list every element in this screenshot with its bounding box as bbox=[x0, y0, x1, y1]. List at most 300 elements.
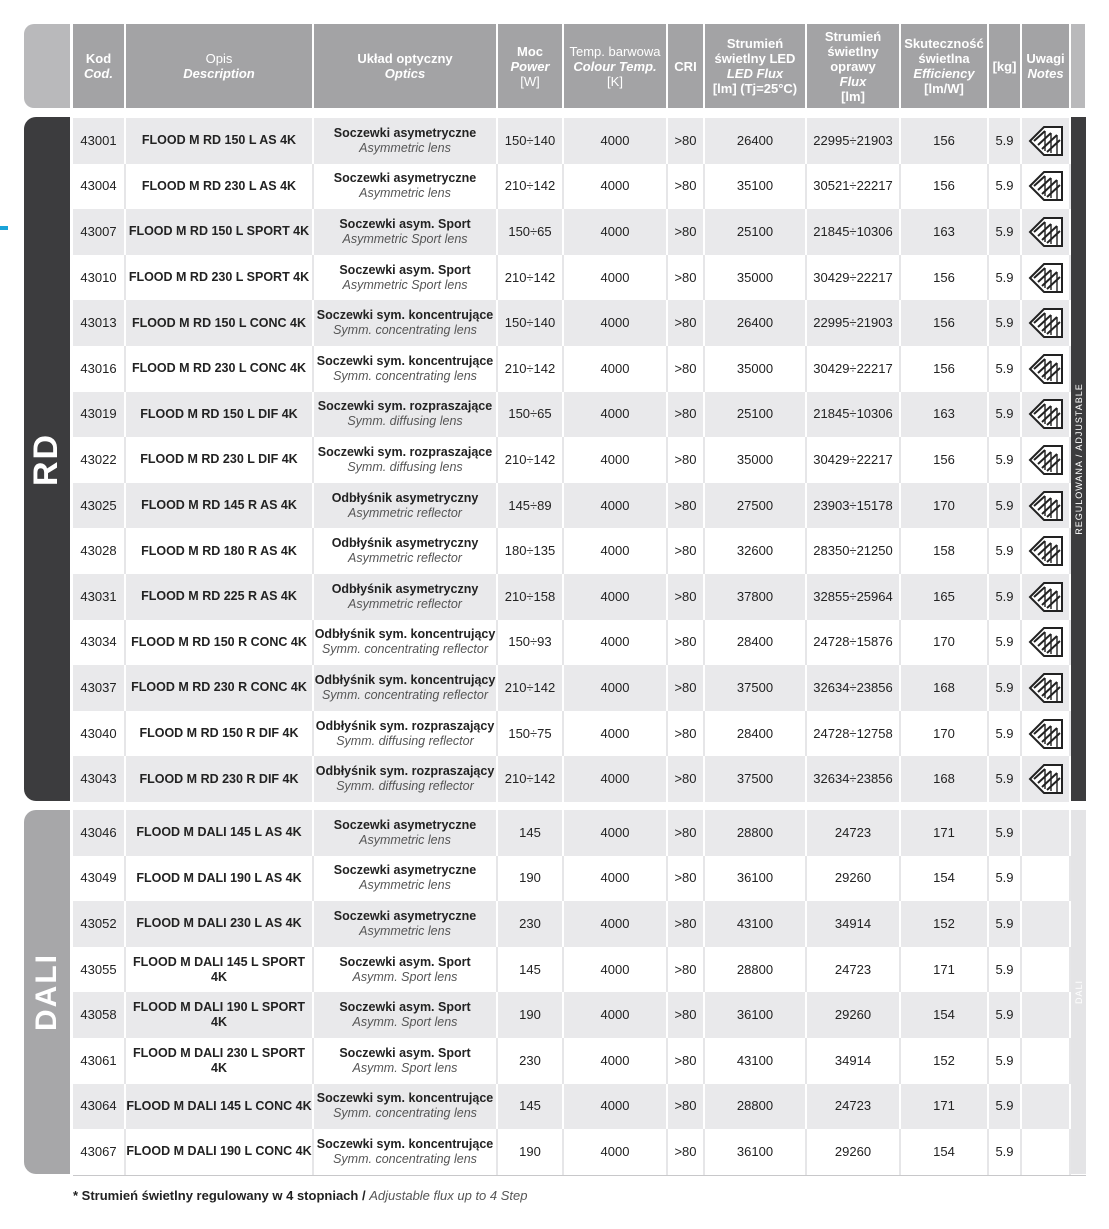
cell-code bbox=[73, 810, 126, 856]
cell-optics-text: Soczewki sym. koncentrujące bbox=[316, 1091, 494, 1106]
cell-description bbox=[126, 810, 314, 856]
cell-efficiency-text: 152 bbox=[933, 915, 955, 931]
header-optics: Układ optyczny Optics bbox=[314, 24, 498, 108]
cell-cri bbox=[668, 392, 705, 438]
cell-power-text: 210÷142 bbox=[504, 360, 556, 376]
cell-code-text: 43049 bbox=[80, 870, 117, 886]
table-row bbox=[73, 711, 1071, 757]
cell-power bbox=[498, 574, 564, 620]
table-row bbox=[73, 528, 1071, 574]
cell-efficiency-text: 171 bbox=[933, 824, 955, 840]
cell-cri bbox=[668, 665, 705, 711]
cell-power bbox=[498, 620, 564, 666]
cell-code-text: 43031 bbox=[80, 588, 117, 604]
cell-weight-text: 5.9 bbox=[995, 1143, 1014, 1159]
cell-notes bbox=[1022, 483, 1071, 529]
cell-efficiency bbox=[901, 711, 989, 757]
cell-power-text: 150÷140 bbox=[504, 132, 556, 148]
cell-code bbox=[73, 392, 126, 438]
cell-description-text: FLOOD M DALI 190 L SPORT 4K bbox=[132, 1000, 305, 1030]
cell-optics-text: Odbłyśnik sym. rozpraszający bbox=[315, 764, 495, 779]
cell-code-text: 43004 bbox=[80, 178, 117, 194]
cell-efficiency bbox=[901, 756, 989, 802]
cell-weight bbox=[989, 992, 1022, 1038]
cell-description bbox=[126, 620, 314, 666]
cell-led-flux bbox=[705, 437, 807, 483]
cell-description bbox=[126, 118, 314, 164]
cell-optics-text: Soczewki asymetryczne bbox=[333, 908, 477, 923]
dim-icon bbox=[1028, 534, 1064, 568]
cell-fixture-flux-text: 21845÷10306 bbox=[813, 406, 893, 422]
cell-power-text: 230 bbox=[519, 915, 541, 931]
cell-optics-text: Soczewki asymetryczne bbox=[333, 125, 477, 140]
cell-fixture-flux-text: 28350÷21250 bbox=[813, 543, 893, 559]
cell-colour-temp-text: 4000 bbox=[600, 1052, 630, 1068]
cell-weight-text: 5.9 bbox=[995, 1007, 1014, 1023]
cell-notes bbox=[1022, 528, 1071, 574]
table-row bbox=[73, 1084, 1071, 1130]
cell-led-flux-text: 28800 bbox=[736, 1098, 774, 1114]
cell-code-text: 43037 bbox=[80, 679, 117, 695]
cell-efficiency-text: 156 bbox=[933, 132, 955, 148]
cell-optics-text: Asymm. Sport lens bbox=[352, 1060, 458, 1075]
cell-cri-text: >80 bbox=[674, 725, 697, 741]
cell-optics-text: Soczewki sym. koncentrujące bbox=[316, 1136, 494, 1151]
cell-efficiency-text: 154 bbox=[933, 1143, 955, 1159]
cell-optics-text: Asymmetric reflector bbox=[348, 596, 462, 611]
cell-weight-text: 5.9 bbox=[995, 634, 1014, 650]
cell-code-text: 43016 bbox=[80, 360, 117, 376]
cell-optics bbox=[314, 209, 498, 255]
cell-fixture-flux-text: 30429÷22217 bbox=[813, 360, 893, 376]
cell-optics-text: Odbłyśnik asymetryczny bbox=[331, 490, 479, 505]
cell-optics bbox=[314, 1129, 498, 1175]
cell-optics bbox=[314, 810, 498, 856]
cell-colour-temp bbox=[564, 856, 668, 902]
cell-colour-temp bbox=[564, 574, 668, 620]
cell-cri-text: >80 bbox=[674, 588, 697, 604]
cell-fixture-flux bbox=[807, 483, 901, 529]
cell-led-flux bbox=[705, 1084, 807, 1130]
cell-description-text: FLOOD M RD 150 L DIF 4K bbox=[140, 406, 298, 421]
cell-description-text: FLOOD M RD 150 L AS 4K bbox=[141, 133, 297, 148]
cell-notes bbox=[1022, 992, 1071, 1038]
cell-code bbox=[73, 947, 126, 993]
cell-weight bbox=[989, 665, 1022, 711]
cell-efficiency-text: 171 bbox=[933, 961, 955, 977]
cell-power bbox=[498, 1084, 564, 1130]
cell-colour-temp-text: 4000 bbox=[600, 360, 630, 376]
cell-fixture-flux-text: 24728÷15876 bbox=[813, 634, 893, 650]
cell-weight bbox=[989, 1129, 1022, 1175]
cell-power bbox=[498, 346, 564, 392]
cell-description bbox=[126, 346, 314, 392]
cell-notes bbox=[1022, 209, 1071, 255]
cell-weight bbox=[989, 711, 1022, 757]
cell-power-text: 150÷65 bbox=[508, 223, 552, 239]
cell-power-text: 150÷140 bbox=[504, 315, 556, 331]
cell-cri bbox=[668, 711, 705, 757]
cell-fixture-flux bbox=[807, 528, 901, 574]
cell-fixture-flux bbox=[807, 255, 901, 301]
dim-icon bbox=[1028, 489, 1064, 523]
cell-optics-text: Symm. diffusing reflector bbox=[336, 779, 474, 794]
cell-optics-text: Symm. concentrating reflector bbox=[321, 687, 489, 702]
cell-led-flux bbox=[705, 483, 807, 529]
cell-efficiency-text: 158 bbox=[933, 543, 955, 559]
cell-description-text: FLOOD M RD 225 R AS 4K bbox=[141, 589, 297, 604]
cell-optics-text: Soczewki asym. Sport bbox=[339, 216, 471, 231]
cell-code-text: 43040 bbox=[80, 725, 117, 741]
cell-cri bbox=[668, 437, 705, 483]
cell-optics bbox=[314, 528, 498, 574]
cell-power bbox=[498, 756, 564, 802]
cell-code bbox=[73, 209, 126, 255]
cell-description bbox=[126, 665, 314, 711]
cell-led-flux bbox=[705, 711, 807, 757]
cell-power-text: 145 bbox=[519, 961, 541, 977]
cell-efficiency-text: 156 bbox=[933, 178, 955, 194]
cell-weight bbox=[989, 1038, 1022, 1084]
cell-optics-text: Symm. concentrating lens bbox=[333, 1106, 477, 1121]
cell-description bbox=[126, 1038, 314, 1084]
cell-optics bbox=[314, 574, 498, 620]
group-label-rd: RD bbox=[24, 117, 70, 801]
cell-efficiency-text: 152 bbox=[933, 1052, 955, 1068]
cell-fixture-flux bbox=[807, 118, 901, 164]
cell-weight bbox=[989, 574, 1022, 620]
cell-colour-temp bbox=[564, 209, 668, 255]
table-row bbox=[73, 209, 1071, 255]
cell-fixture-flux bbox=[807, 437, 901, 483]
cell-optics-text: Asymm. Sport lens bbox=[352, 969, 458, 984]
cell-code bbox=[73, 992, 126, 1038]
cell-fixture-flux bbox=[807, 209, 901, 255]
cell-optics-text: Symm. concentrating lens bbox=[333, 368, 477, 383]
cell-power bbox=[498, 528, 564, 574]
cell-weight-text: 5.9 bbox=[995, 588, 1014, 604]
cell-led-flux-text: 35100 bbox=[736, 178, 774, 194]
cell-description bbox=[126, 992, 314, 1038]
cell-efficiency bbox=[901, 901, 989, 947]
cell-weight-text: 5.9 bbox=[995, 223, 1014, 239]
table-row bbox=[73, 300, 1071, 346]
cell-weight-text: 5.9 bbox=[995, 961, 1014, 977]
cell-optics-text: Soczewki asymetryczne bbox=[333, 817, 477, 832]
cell-code bbox=[73, 437, 126, 483]
dali-table-body bbox=[73, 810, 1071, 1175]
cell-cri bbox=[668, 1129, 705, 1175]
cell-fixture-flux-text: 23903÷15178 bbox=[813, 497, 893, 513]
cell-colour-temp-text: 4000 bbox=[600, 634, 630, 650]
cell-colour-temp bbox=[564, 992, 668, 1038]
cell-weight-text: 5.9 bbox=[995, 178, 1014, 194]
cell-code bbox=[73, 118, 126, 164]
cell-cri-text: >80 bbox=[674, 961, 697, 977]
cell-fixture-flux-text: 21845÷10306 bbox=[813, 223, 893, 239]
cell-code bbox=[73, 1084, 126, 1130]
cell-led-flux-text: 28400 bbox=[736, 634, 774, 650]
cell-fixture-flux-text: 34914 bbox=[834, 915, 872, 931]
cell-description bbox=[126, 483, 314, 529]
cell-description bbox=[126, 1084, 314, 1130]
cell-description-text: FLOOD M RD 230 L AS 4K bbox=[141, 178, 297, 193]
cell-cri bbox=[668, 118, 705, 164]
cell-led-flux bbox=[705, 164, 807, 210]
cell-code bbox=[73, 620, 126, 666]
cell-notes bbox=[1022, 901, 1071, 947]
cell-efficiency-text: 168 bbox=[933, 679, 955, 695]
cell-power-text: 210÷142 bbox=[504, 679, 556, 695]
cell-fixture-flux bbox=[807, 756, 901, 802]
cell-optics-text: Asymmetric reflector bbox=[348, 505, 462, 520]
cell-notes bbox=[1022, 1084, 1071, 1130]
cell-weight bbox=[989, 164, 1022, 210]
cell-efficiency-text: 165 bbox=[933, 588, 955, 604]
cell-fixture-flux-text: 29260 bbox=[834, 1143, 872, 1159]
cell-optics bbox=[314, 483, 498, 529]
cell-optics bbox=[314, 992, 498, 1038]
cell-weight bbox=[989, 118, 1022, 164]
cell-weight bbox=[989, 756, 1022, 802]
cell-led-flux-text: 36100 bbox=[736, 870, 774, 886]
cell-efficiency bbox=[901, 392, 989, 438]
cell-power bbox=[498, 665, 564, 711]
cell-power bbox=[498, 810, 564, 856]
cell-code bbox=[73, 1129, 126, 1175]
cell-efficiency-text: 163 bbox=[933, 223, 955, 239]
cell-description bbox=[126, 528, 314, 574]
cell-power-text: 150÷75 bbox=[508, 725, 552, 741]
cell-optics bbox=[314, 346, 498, 392]
cell-colour-temp-text: 4000 bbox=[600, 870, 630, 886]
cell-efficiency-text: 156 bbox=[933, 315, 955, 331]
table-row bbox=[73, 856, 1071, 902]
cell-efficiency-text: 154 bbox=[933, 870, 955, 886]
cell-optics bbox=[314, 1038, 498, 1084]
cell-fixture-flux-text: 32634÷23856 bbox=[813, 771, 893, 787]
cell-colour-temp bbox=[564, 437, 668, 483]
cell-power bbox=[498, 118, 564, 164]
cell-fixture-flux-text: 22995÷21903 bbox=[813, 315, 893, 331]
cell-efficiency-text: 171 bbox=[933, 1098, 955, 1114]
cell-efficiency-text: 154 bbox=[933, 1007, 955, 1023]
cell-led-flux bbox=[705, 620, 807, 666]
cell-colour-temp bbox=[564, 483, 668, 529]
cell-efficiency bbox=[901, 483, 989, 529]
cell-fixture-flux-text: 34914 bbox=[834, 1052, 872, 1068]
cell-led-flux bbox=[705, 392, 807, 438]
cell-led-flux-text: 25100 bbox=[736, 406, 774, 422]
cell-weight-text: 5.9 bbox=[995, 315, 1014, 331]
cell-description-text: FLOOD M RD 180 R AS 4K bbox=[141, 543, 297, 558]
cell-code bbox=[73, 528, 126, 574]
cell-code-text: 43064 bbox=[80, 1098, 117, 1114]
cell-efficiency bbox=[901, 164, 989, 210]
cell-optics-text: Asymmetric Sport lens bbox=[342, 231, 468, 246]
cell-weight-text: 5.9 bbox=[995, 132, 1014, 148]
cell-colour-temp-text: 4000 bbox=[600, 269, 630, 285]
cell-led-flux-text: 37500 bbox=[736, 771, 774, 787]
cell-description-text: FLOOD M DALI 190 L AS 4K bbox=[136, 870, 302, 885]
header-fixture-flux: Strumień świetlny oprawy Flux [lm] bbox=[807, 24, 901, 108]
table-bottom-rule bbox=[73, 1175, 1086, 1176]
cell-fixture-flux bbox=[807, 300, 901, 346]
cell-optics-text: Symm. diffusing lens bbox=[347, 459, 463, 474]
cell-optics-text: Symm. concentrating reflector bbox=[321, 642, 489, 657]
cell-led-flux bbox=[705, 856, 807, 902]
cell-notes bbox=[1022, 711, 1071, 757]
cell-cri-text: >80 bbox=[674, 1007, 697, 1023]
cell-efficiency bbox=[901, 437, 989, 483]
cell-efficiency bbox=[901, 346, 989, 392]
cell-weight bbox=[989, 947, 1022, 993]
cell-power-text: 145 bbox=[519, 824, 541, 840]
cell-colour-temp bbox=[564, 947, 668, 993]
cell-description-text: FLOOD M RD 230 R CONC 4K bbox=[131, 680, 307, 695]
cell-description-text: FLOOD M DALI 145 L CONC 4K bbox=[126, 1098, 312, 1113]
cell-notes bbox=[1022, 1038, 1071, 1084]
cell-optics-text: Soczewki asym. Sport bbox=[339, 1000, 471, 1015]
cell-description bbox=[126, 574, 314, 620]
cell-optics bbox=[314, 300, 498, 346]
table-row bbox=[73, 665, 1071, 711]
cell-cri bbox=[668, 528, 705, 574]
cell-optics bbox=[314, 255, 498, 301]
cell-colour-temp-text: 4000 bbox=[600, 406, 630, 422]
table-row bbox=[73, 620, 1071, 666]
cell-power bbox=[498, 856, 564, 902]
cell-optics-text: Symm. concentrating lens bbox=[333, 1151, 477, 1166]
cell-colour-temp-text: 4000 bbox=[600, 771, 630, 787]
cell-efficiency bbox=[901, 810, 989, 856]
table-row bbox=[73, 947, 1071, 993]
cell-description-text: FLOOD M DALI 190 L CONC 4K bbox=[126, 1144, 312, 1159]
cell-optics-text: Asymmetric lens bbox=[359, 832, 451, 847]
cell-code-text: 43010 bbox=[80, 269, 117, 285]
header-colour-temp: Temp. barwowa Colour Temp. [K] bbox=[564, 24, 668, 108]
cell-colour-temp bbox=[564, 1084, 668, 1130]
cell-led-flux bbox=[705, 901, 807, 947]
dim-icon bbox=[1028, 397, 1064, 431]
cell-led-flux-text: 26400 bbox=[736, 132, 774, 148]
cell-cri-text: >80 bbox=[674, 1098, 697, 1114]
dim-icon bbox=[1028, 580, 1064, 614]
cell-cri bbox=[668, 620, 705, 666]
cell-fixture-flux-text: 30429÷22217 bbox=[813, 451, 893, 467]
cell-weight-text: 5.9 bbox=[995, 1098, 1014, 1114]
cell-description bbox=[126, 1129, 314, 1175]
cell-cri bbox=[668, 947, 705, 993]
cell-optics-text: Soczewki asym. Sport bbox=[339, 262, 471, 277]
cell-cri bbox=[668, 756, 705, 802]
cell-power bbox=[498, 947, 564, 993]
cell-optics-text: Asymmetric reflector bbox=[348, 551, 462, 566]
dim-icon bbox=[1028, 671, 1064, 705]
cell-weight bbox=[989, 255, 1022, 301]
cell-code-text: 43028 bbox=[80, 543, 117, 559]
header-notes: Uwagi Notes bbox=[1022, 24, 1071, 108]
cell-optics bbox=[314, 437, 498, 483]
cell-efficiency-text: 156 bbox=[933, 269, 955, 285]
cell-power bbox=[498, 392, 564, 438]
cell-cri bbox=[668, 992, 705, 1038]
dim-icon bbox=[1028, 124, 1064, 158]
cell-weight-text: 5.9 bbox=[995, 824, 1014, 840]
cell-colour-temp-text: 4000 bbox=[600, 725, 630, 741]
cell-led-flux-text: 35000 bbox=[736, 360, 774, 376]
cell-colour-temp-text: 4000 bbox=[600, 178, 630, 194]
cell-weight-text: 5.9 bbox=[995, 725, 1014, 741]
table-row bbox=[73, 483, 1071, 529]
cell-led-flux bbox=[705, 810, 807, 856]
cell-led-flux-text: 32600 bbox=[736, 543, 774, 559]
cell-optics-text: Odbłyśnik sym. rozpraszający bbox=[315, 718, 495, 733]
cell-fixture-flux bbox=[807, 346, 901, 392]
cell-colour-temp bbox=[564, 255, 668, 301]
side-label-adjustable: REGULOWANA / ADJUSTABLE bbox=[1071, 117, 1086, 801]
cell-led-flux bbox=[705, 1129, 807, 1175]
cell-led-flux bbox=[705, 947, 807, 993]
table-row bbox=[73, 810, 1071, 856]
cell-cri bbox=[668, 1038, 705, 1084]
cell-colour-temp-text: 4000 bbox=[600, 915, 630, 931]
cell-power-text: 145÷89 bbox=[508, 497, 552, 513]
cell-led-flux-text: 28800 bbox=[736, 961, 774, 977]
cell-description bbox=[126, 901, 314, 947]
footnote: * Strumień świetlny regulowany w 4 stopniach / Adjustable flux up to 4 Step bbox=[73, 1188, 528, 1203]
cell-colour-temp-text: 4000 bbox=[600, 1098, 630, 1114]
cell-colour-temp-text: 4000 bbox=[600, 961, 630, 977]
cell-fixture-flux bbox=[807, 810, 901, 856]
cell-power bbox=[498, 1129, 564, 1175]
cell-weight-text: 5.9 bbox=[995, 543, 1014, 559]
cell-efficiency bbox=[901, 255, 989, 301]
cell-notes bbox=[1022, 856, 1071, 902]
cell-colour-temp bbox=[564, 118, 668, 164]
cell-cri bbox=[668, 856, 705, 902]
cell-description-text: FLOOD M RD 145 R AS 4K bbox=[141, 498, 297, 513]
cell-cri-text: >80 bbox=[674, 679, 697, 695]
cell-efficiency bbox=[901, 209, 989, 255]
cell-fixture-flux-text: 29260 bbox=[834, 1007, 872, 1023]
cell-code-text: 43022 bbox=[80, 451, 117, 467]
cell-led-flux-text: 26400 bbox=[736, 315, 774, 331]
cell-power bbox=[498, 255, 564, 301]
cell-optics bbox=[314, 901, 498, 947]
cell-efficiency bbox=[901, 620, 989, 666]
cell-led-flux-text: 35000 bbox=[736, 451, 774, 467]
cell-code bbox=[73, 756, 126, 802]
cell-efficiency-text: 170 bbox=[933, 497, 955, 513]
cell-fixture-flux bbox=[807, 1038, 901, 1084]
cell-description bbox=[126, 756, 314, 802]
cell-efficiency bbox=[901, 1084, 989, 1130]
cell-cri bbox=[668, 346, 705, 392]
cell-notes bbox=[1022, 947, 1071, 993]
cell-description bbox=[126, 947, 314, 993]
cell-description bbox=[126, 711, 314, 757]
cell-code bbox=[73, 1038, 126, 1084]
cell-description bbox=[126, 164, 314, 210]
cell-code-text: 43025 bbox=[80, 497, 117, 513]
cell-fixture-flux bbox=[807, 901, 901, 947]
cell-description bbox=[126, 437, 314, 483]
cell-description-text: FLOOD M RD 230 R DIF 4K bbox=[139, 771, 299, 786]
cell-code bbox=[73, 483, 126, 529]
cell-colour-temp bbox=[564, 300, 668, 346]
cell-fixture-flux-text: 32634÷23856 bbox=[813, 679, 893, 695]
